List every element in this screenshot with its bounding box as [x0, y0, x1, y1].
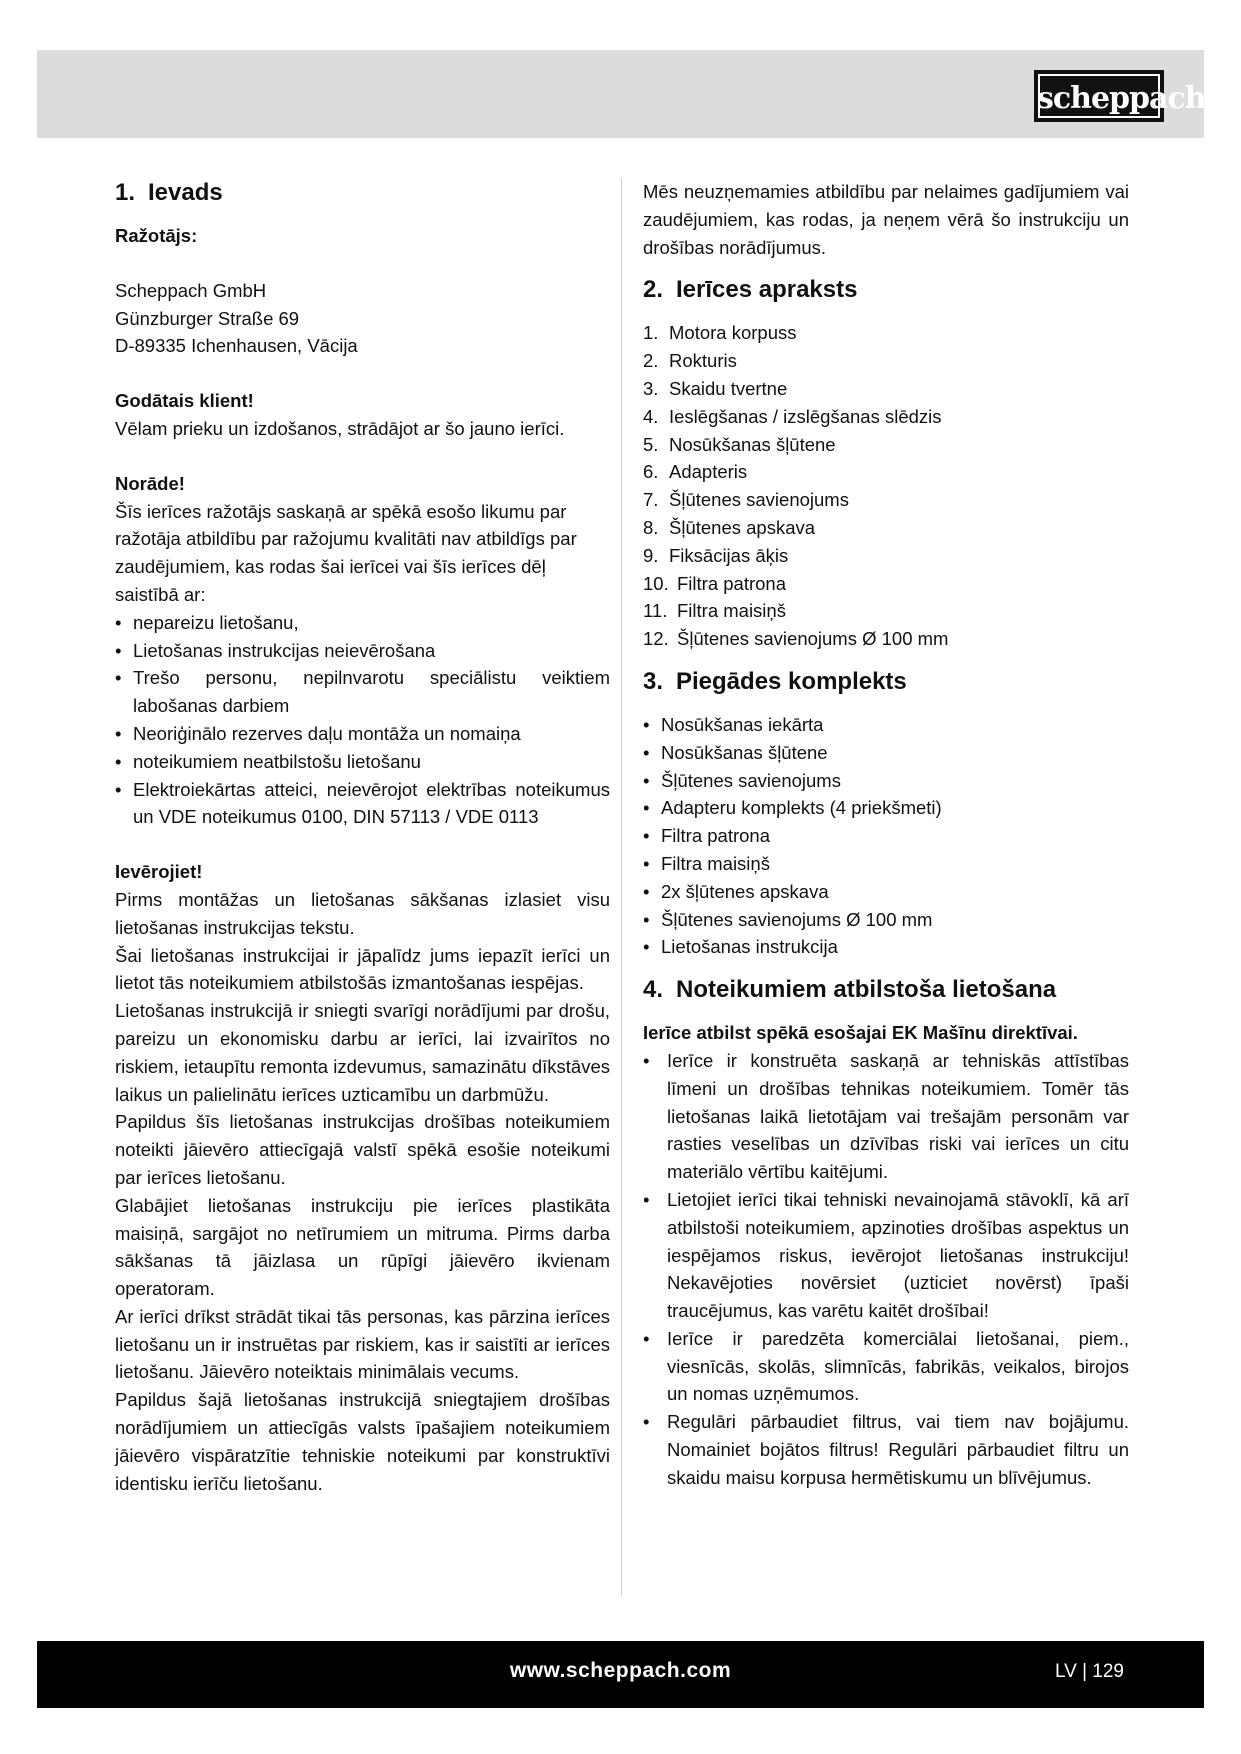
section-1-heading: 1. Ievads	[115, 179, 223, 206]
list-item: • Šļūtenes savienojums Ø 100 mm	[643, 906, 1129, 934]
list-item: 6. Adapteris	[643, 461, 748, 483]
column-divider	[621, 178, 622, 1596]
usage-list	[643, 1047, 1129, 1492]
parts-list	[643, 319, 1129, 653]
note-list	[115, 609, 610, 831]
liability-text: Mēs neuzņemamies atbildību par nelaimes gadījumiem vai zaudējumiem, kas rodas, ja neņem vērā šo instrukciju un drošības norādījumus.	[643, 181, 1129, 258]
section-3-heading: 3. Piegādes komplekts	[643, 667, 907, 695]
list-item: 2. Rokturis	[643, 350, 737, 372]
list-item: • Filtra maisiņš	[643, 850, 1129, 878]
list-item: • Neoriģinālo rezerves daļu montāža un nomaiņa	[115, 720, 610, 748]
section-2-heading: 2. Ierīces apraksts	[643, 276, 858, 304]
list-item: • Lietošanas instrukcija	[643, 933, 1129, 961]
list-item: • Lietošanas instrukcijas neievērošana	[115, 637, 610, 665]
observe-label: Ievērojiet!	[115, 861, 203, 883]
footer-bar	[37, 1641, 1204, 1708]
directive-text: Ierīce atbilst spēkā esošajai EK Mašīnu direktīvai.	[643, 1022, 1078, 1044]
list-item: • Elektroiekārtas atteici, neievērojot elektrības noteikumus un VDE noteikumus 0100, DIN 57113 / VDE 0113	[115, 776, 610, 832]
list-item: • Filtra patrona	[643, 822, 1129, 850]
list-item: • Regulāri pārbaudiet filtrus, vai tiem nav bojājumu. Nomainiet bojātos filtrus! Regulāri pārbaudiet filtru un skaidu maisu korpusa hermētiskumu un blīvējumus.	[643, 1408, 1129, 1491]
website-link[interactable]: www.scheppach.com	[509, 1659, 732, 1682]
list-item: 3. Skaidu tvertne	[643, 377, 788, 399]
note-text: Šīs ierīces ražotājs saskaņā ar spēkā esošo likumu par ražotāja atbildību par ražojumu kvalitāti nav atbildīgs par zaudējumiem, kas rodas šai ierīcei vai šīs ierīces dēļ saistībā ar:	[115, 500, 577, 605]
header-band	[37, 50, 1204, 138]
page-indicator: LV | 129	[1054, 1661, 1124, 1682]
list-item: • Nosūkšanas iekārta	[643, 711, 1129, 739]
list-item: • Nosūkšanas šļūtene	[643, 739, 1129, 767]
list-item: 8. Šļūtenes apskava	[643, 516, 816, 538]
list-item: 10. Filtra patrona	[643, 572, 786, 594]
observe-text: Pirms montāžas un lietošanas sākšanas izlasiet visu lietošanas instrukcijas tekstu. Šai lietošanas instrukcijai ir jāpalīdz jums iepazīt ierīci un lietot tās noteikumiem atbilstošās izmantošanas iespējas. Lietošanas instrukcijā ir sniegti svarīgi norādījumi par drošu, pareizu un ekonomisku darbu ar ierīci, lai izvairītos no riskiem, ietaupītu remonta izdevumus, samazinātu dīkstāves laikus un palielinātu ierīces uzticamību un darbmūžu. Papildus šīs lietošanas instrukcijas drošības noteikumiem noteikti jāievēro attiecīgajā valstī spēkā esošie noteikumi par ierīces lietošanu. Glabājiet lietošanas instrukciju pie ierīces plastikāta maisiņā, sargājot no netīrumiem un mitruma. Pirms darba sākšanas tā jāizlasa un rūpīgi jāievēro ikvienam operatoram. Ar ierīci drīkst strādāt tikai tās personas, kas pārzina ierīces lietošanu un ir instruētas par riskiem, kas ir saistīti ar ierīces lietošanu. Jāievēro noteiktais minimālais vecums. Papildus šajā lietošanas instrukcijā sniegtajiem drošības norādījumiem un attiecīgās valsts īpašajiem noteikumiem jāievēro vispāratzītie tehniskie noteikumi par konstruktīvi identisku ierīču lietošanu.	[115, 888, 610, 1494]
list-item: • noteikumiem neatbilstošu lietošanu	[115, 748, 610, 776]
list-item: • Šļūtenes savienojums	[643, 767, 1129, 795]
list-item: 5. Nosūkšanas šļūtene	[643, 433, 836, 455]
note-label: Norāde!	[115, 472, 185, 494]
manufacturer-address: Scheppach GmbH Günzburger Straße 69 D-89335 Ichenhausen, Vācija	[115, 279, 358, 357]
delivery-list	[643, 711, 1129, 961]
list-item: • Trešo personu, nepilnvarotu speciālistu veiktiem labošanas darbiem	[115, 664, 610, 720]
list-item: • Ierīce ir konstruēta saskaņā ar tehniskās attīstības līmeni un drošības tehnikas noteikumiem. Tomēr tās lietošanas laikā lietotājam vai trešajām personām var rasties veselības un dzīvības riski vai ierīces un citu materiālo vērtību kaitējumi.	[643, 1047, 1129, 1186]
scheppach-logo: scheppach	[1034, 70, 1164, 122]
list-item: 12. Šļūtenes savienojums Ø 100 mm	[643, 628, 949, 650]
list-item: • Ierīce ir paredzēta komerciālai lietošanai, piem., viesnīcās, skolās, slimnīcās, fabrikās, veikalos, birojos un nomas uzņēmumos.	[643, 1325, 1129, 1408]
list-item: • Lietojiet ierīci tikai tehniski nevainojamā stāvoklī, kā arī atbilstoši noteikumiem, apzinoties drošības aspektus un iespējamos riskus, ievērojot lietošanas instrukciju! Nekavējoties novērsiet (uzticiet novērst) īpaši traucējumus, kas varētu kaitēt drošībai!	[643, 1186, 1129, 1325]
right-column	[643, 178, 1129, 1492]
section-4-heading: 4. Noteikumiem atbilstoša lietošana	[643, 976, 1057, 1004]
list-item: • Adapteru komplekts (4 priekšmeti)	[643, 794, 1129, 822]
list-item: • 2x šļūtenes apskava	[643, 878, 1129, 906]
dear-customer-text: Vēlam prieku un izdošanos, strādājot ar šo jauno ierīci.	[115, 417, 565, 439]
list-item: 9. Fiksācijas āķis	[643, 544, 789, 566]
list-item: 11. Filtra maisiņš	[643, 600, 786, 622]
list-item: 1. Motora korpuss	[643, 322, 797, 344]
list-item: • nepareizu lietošanu,	[115, 609, 610, 637]
left-column	[115, 178, 610, 1497]
list-item: 7. Šļūtenes savienojums	[643, 489, 849, 511]
list-item: 4. Ieslēgšanas / izslēgšanas slēdzis	[643, 405, 942, 427]
dear-customer-label: Godātais klient!	[115, 390, 254, 412]
manufacturer-label: Ražotājs:	[115, 225, 198, 246]
